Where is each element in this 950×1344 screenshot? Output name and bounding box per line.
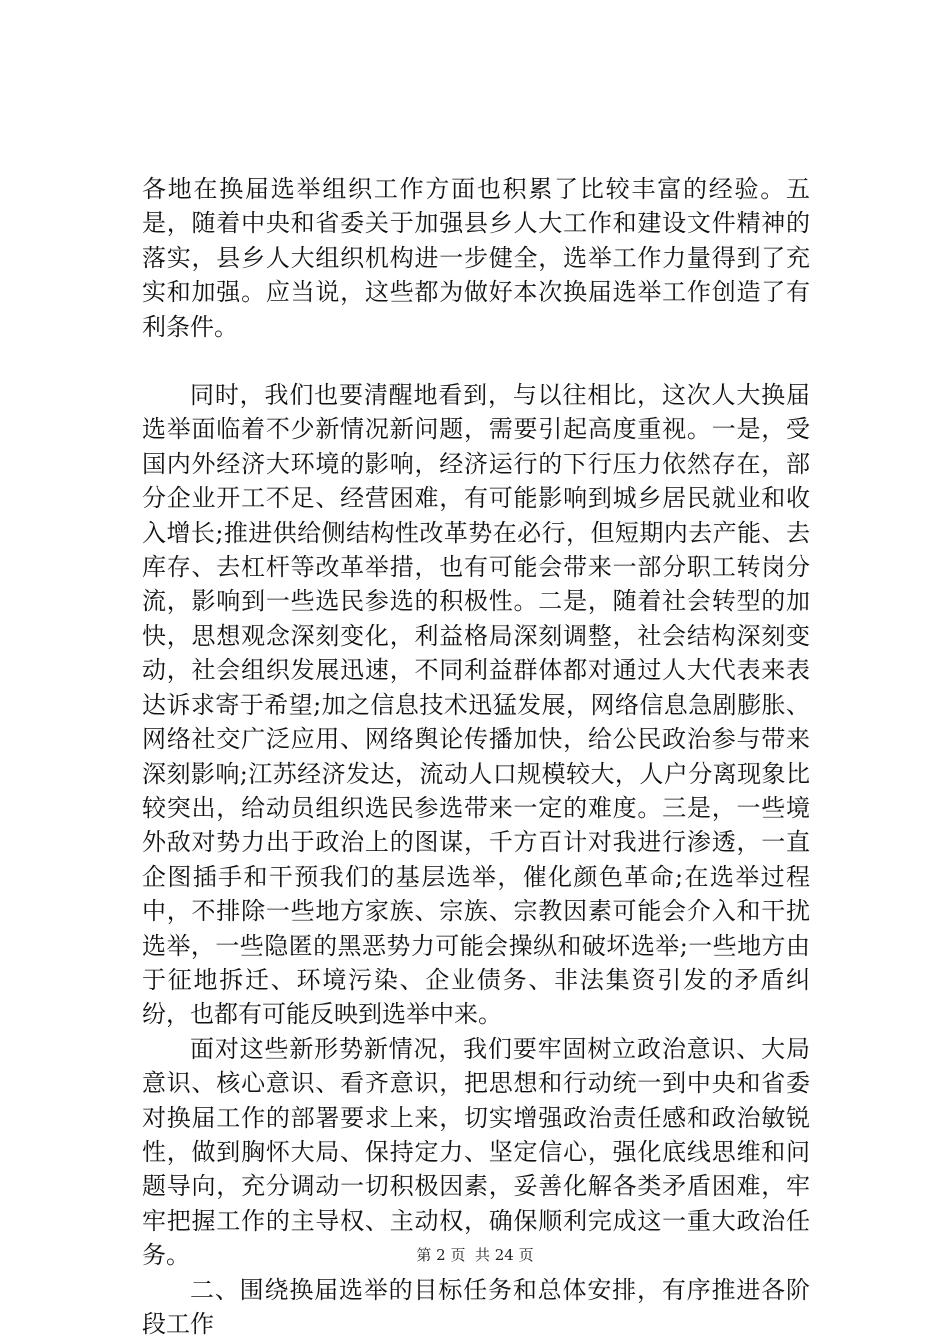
paragraph-continuation: 各地在换届选举组织工作方面也积累了比较丰富的经验。五是，随着中央和省委关于加强县乡人大工作和建设文件精神的落实，县乡人大组织机构进一步健全，选举工作力量得到了充实和加强。应当说，这些都为做好本次换届选举工作创造了有利条件。 — [142, 175, 810, 341]
paragraph-response: 面对这些新形势新情况，我们要牢固树立政治意识、大局意识、核心意识、看齐意识，把思想和行动统一到中央和省委对换届工作的部署要求上来，切实增强政治责任感和政治敏锐性，做到胸怀大局、保持定力、坚定信心，强化底线思维和问题导向，充分调动一切积极因素，妥善化解各类矛盾困难，牢牢把握工作的主导权、主动权，确保顺利完成这一重大政治任务。 — [142, 1034, 810, 1270]
section-heading: 二、围绕换届选举的目标任务和总体安排，有序推进各阶段工作 — [142, 1275, 810, 1338]
page-number: 第 2 页 共 24 页 — [416, 1246, 534, 1264]
page-footer — [0, 1244, 950, 1265]
paragraph-challenges: 同时，我们也要清醒地看到，与以往相比，这次人大换届选举面临着不少新情况新问题，需要引起高度重视。一是，受国内外经济大环境的影响，经济运行的下行压力依然存在，部分企业开工不足、经营困难，有可能影响到城乡居民就业和收入增长;推进供给侧结构性改革势在必行，但短期内去产能、去库存、去杠杆等改革举措，也有可能会带来一部分职工转岗分流，影响到一些选民参选的积极性。二是，随着社会转型的加快，思想观念深刻变化，利益格局深刻调整，社会结构深刻变动，社会组织发展迅速，不同利益群体都对通过人大代表来表达诉求寄于希望;加之信息技术迅猛发展，网络信息急剧膨胀、网络社交广泛应用、网络舆论传播加快，给公民政治参与带来深刻影响;江苏经济发达，流动人口规模较大，人户分离现象比较突出，给动员组织选民参选带来一定的难度。三是，一些境外敌对势力出于政治上的图谋，千方百计对我进行渗透，一直企图插手和干预我们的基层选举，催化颜色革命;在选举过程中，不排除一些地方家族、宗族、宗教因素可能会介入和干扰选举，一些隐匿的黑恶势力可能会操纵和破坏选举;一些地方由于征地拆迁、环境污染、企业债务、非法集资引发的矛盾纠纷，也都有可能反映到选举中来。 — [142, 381, 810, 1029]
document-body — [142, 172, 810, 1341]
